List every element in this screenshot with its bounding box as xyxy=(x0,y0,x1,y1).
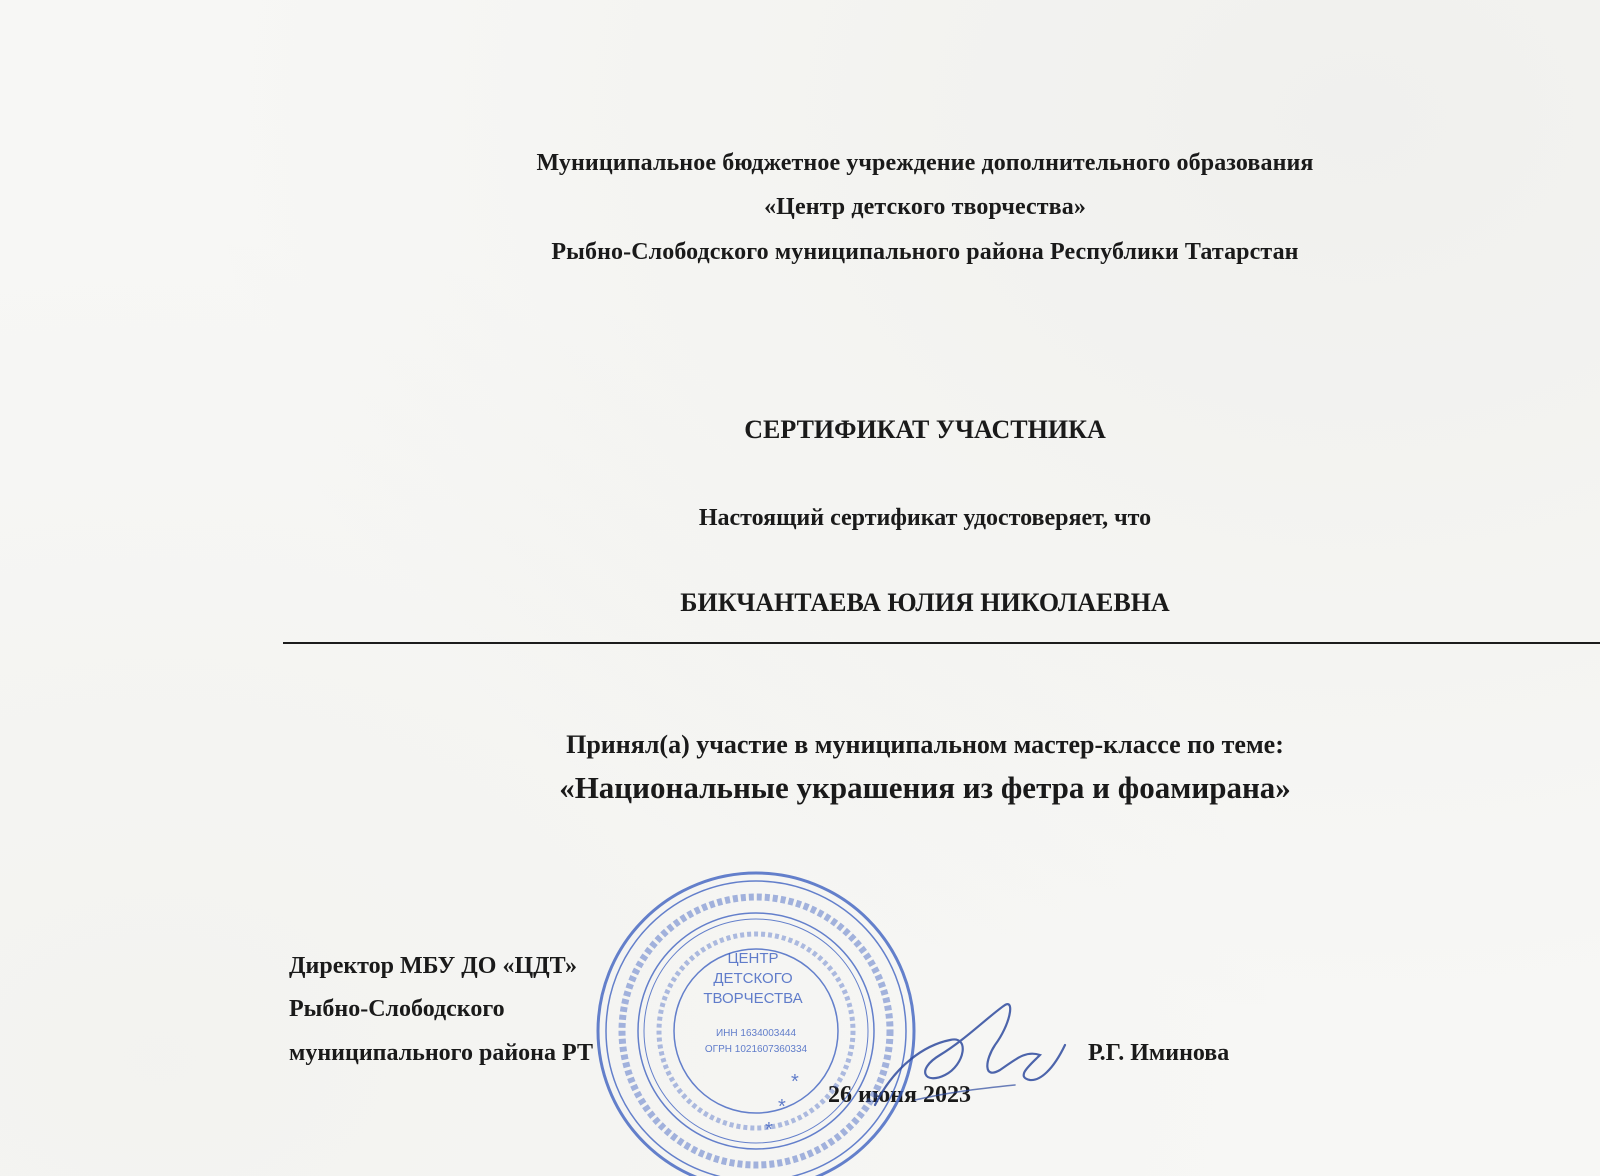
certificate-title: СЕРТИФИКАТ УЧАСТНИКА xyxy=(744,415,1106,444)
master-class-theme: «Национальные украшения из фетра и фоамирана» xyxy=(559,770,1291,805)
signature xyxy=(855,985,1075,1125)
certificate-subtitle: Настоящий сертификат удостоверяет, что xyxy=(698,505,1152,531)
stamp-inn: ИНН 1634003444 xyxy=(715,1028,797,1039)
stamp-center-line-2: ДЕТСКОГО xyxy=(713,970,793,987)
stamp-star-icon: * xyxy=(791,1071,799,1093)
stamp-star-icon: * xyxy=(765,1119,773,1141)
signatory-district: Рыбно-Слободского xyxy=(289,996,505,1022)
stamp-ogrn: ОГРН 1021607360334 xyxy=(704,1044,808,1055)
stamp-center-line-3: ТВОРЧЕСТВА xyxy=(703,990,803,1007)
stamp-center-line-1: ЦЕНТР xyxy=(727,950,779,967)
signatory-region: муниципального района РТ xyxy=(289,1040,593,1066)
header-line-3: Рыбно-Слободского муниципального района Республики Татарстан xyxy=(551,239,1299,265)
header-line-1: Муниципальное бюджетное учреждение дополнительного образования xyxy=(536,150,1314,176)
recipient-name: БИКЧАНТАЕВА ЮЛИЯ НИКОЛАЕВНА xyxy=(680,588,1170,617)
signatory-name: Р.Г. Иминова xyxy=(1088,1040,1230,1066)
header-line-2: «Центр детского творчества» xyxy=(764,194,1086,220)
certificate-date: 26 июня 2023 xyxy=(828,1082,971,1108)
recipient-underline xyxy=(283,642,1600,644)
stamp-star-icon: * xyxy=(778,1096,786,1118)
signatory-position: Директор МБУ ДО «ЦДТ» xyxy=(289,953,578,979)
participation-text: Принял(а) участие в муниципальном мастер-классе по теме: xyxy=(566,730,1284,759)
